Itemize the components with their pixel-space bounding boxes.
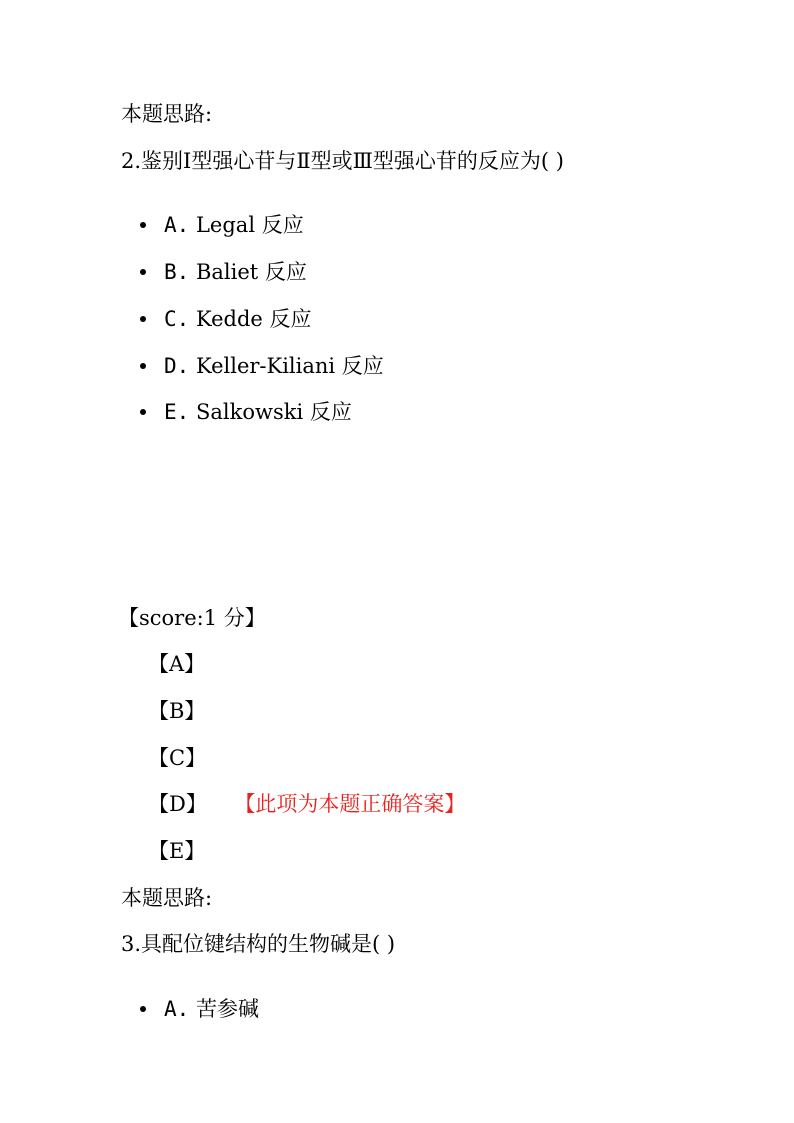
q2-answer-b <box>148 697 205 725</box>
answer-label: 【C】 <box>148 746 207 770</box>
q2-option-c <box>140 305 312 333</box>
answer-label: 【E】 <box>148 839 206 863</box>
q2-thought-label: 本题思路: <box>121 886 213 910</box>
option-text: Keller-Kiliani 反应 <box>195 354 384 378</box>
option-letter: A. <box>164 213 190 237</box>
bullet-icon <box>140 269 146 275</box>
bullet-icon <box>140 222 146 228</box>
option-letter: E. <box>164 400 190 424</box>
option-text: Salkowski 反应 <box>195 400 352 424</box>
q2-option-d <box>140 352 384 380</box>
q2-title: 2.鉴别Ⅰ型强心苷与Ⅱ型或Ⅲ型强心苷的反应为( ) <box>121 149 564 173</box>
q1-thought-label: 本题思路: <box>121 102 213 126</box>
bullet-icon <box>140 316 146 322</box>
option-letter: D. <box>164 354 190 378</box>
q2-answer-a <box>148 650 205 678</box>
q2-option-b <box>140 258 307 286</box>
q3-option-a <box>140 995 259 1023</box>
bullet-icon <box>140 409 146 415</box>
q2-score: 【score:1 分】 <box>118 606 266 630</box>
option-text: Kedde 反应 <box>195 307 312 331</box>
bullet-icon <box>140 363 146 369</box>
q2-answer-e <box>148 837 205 865</box>
option-text: Baliet 反应 <box>195 260 307 284</box>
option-text: Legal 反应 <box>195 213 304 237</box>
option-text: 苦参碱 <box>195 997 259 1021</box>
bullet-icon <box>140 1006 146 1012</box>
q3-title: 3.具配位键结构的生物碱是( ) <box>121 932 396 956</box>
answer-label: 【D】 <box>148 792 207 816</box>
correct-answer-note: 【此项为本题正确答案】 <box>244 792 466 816</box>
q2-option-e <box>140 398 352 426</box>
option-letter: A. <box>164 997 190 1021</box>
q2-answer-d <box>148 790 465 818</box>
q2-option-a <box>140 211 304 239</box>
option-letter: C. <box>164 307 190 331</box>
q2-answer-c <box>148 744 206 772</box>
option-letter: B. <box>164 260 190 284</box>
answer-label: 【B】 <box>148 699 206 723</box>
answer-label: 【A】 <box>148 652 206 676</box>
